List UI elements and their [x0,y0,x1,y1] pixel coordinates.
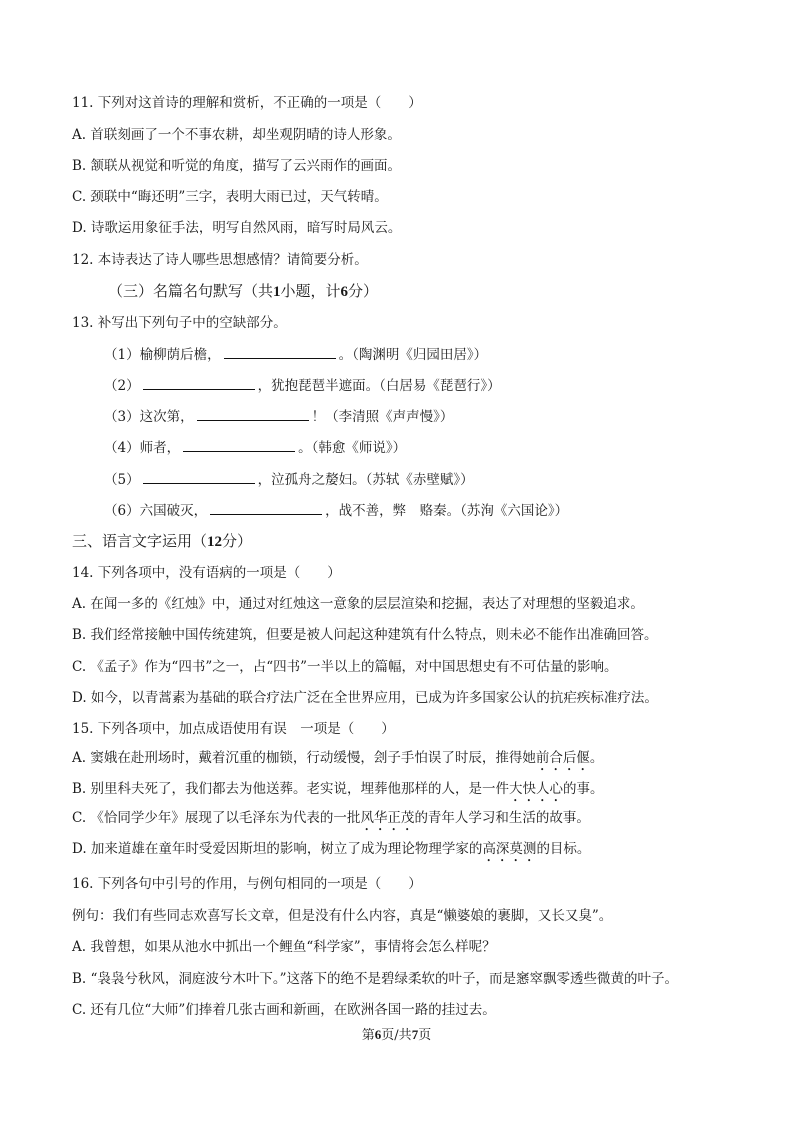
dotted-idiom: 风华正茂 [360,810,415,826]
text: B. 别里科夫死了，我们都去为他送葬。老实说，埋葬他那样的人，是一件 [72,781,510,797]
answer-blank[interactable] [210,501,322,515]
q14-option-c: C. 《孟子》作为“四书”之一，占“四书”一半以上的篇幅，对中国思想史有不可估量的影响。 [72,659,618,675]
q14-stem: 14. 下列各项中，没有语病的一项是（ ） [72,565,341,581]
item-prefix: （6）六国破灭， [104,503,208,519]
q13-stem: 13. 补写出下列句子中的空缺部分。 [72,315,287,331]
q13-item-5 [104,470,474,489]
q15-option-d [72,840,590,865]
item-prefix: （4）师者， [104,440,181,456]
total-pages: 7 [411,1027,419,1042]
q12-stem: 12. 本诗表达了诗人哪些思想感情？请简要分析。 [72,252,368,268]
q16-option-b: B. “袅袅兮秋风，洞庭波兮木叶下。”这落下的绝不是碧绿柔软的叶子，而是窸窣飘零透些微黄的叶子。 [72,971,679,987]
q13-item-3 [104,407,453,426]
text: 三、语言文字运用（ [72,532,208,550]
q15-stem: 15. 下列各项中，加点成语使用有误 一项是（ ） [72,721,395,737]
q16-stem: 16. 下列各句中引号的作用，与例句相同的一项是（ ） [72,876,422,892]
q13-item-6 [104,501,568,520]
q13-item-2 [104,376,501,395]
score: 12 [207,534,223,550]
item-suffix: ，泣孤舟之嫠妇。（苏轼《赤壁赋》） [257,472,474,488]
count: 1 [273,284,281,300]
text: 小题，计 [280,282,341,300]
q14-option-d: D. 如今，以青蒿素为基础的联合疗法广泛在全世界应用，已成为许多国家公认的抗疟疾标准疗法。 [72,690,658,706]
q14-option-b: B. 我们经常接触中国传统建筑，但要是被人问起这种建筑有什么特点，则未必不能作出准确回答。 [72,627,658,643]
section-3-subheading [108,282,378,301]
item-prefix: （5） [104,472,140,488]
q15-option-c [72,809,590,834]
text: 分） [348,282,379,300]
q16-example: 例句：我们有些同志欢喜写长文章，但是没有什么内容，真是“懒婆娘的裹脚，又长又臭”。 [72,908,613,924]
text: 第 [361,1028,375,1043]
item-prefix: （1）榆柳荫后檐， [104,347,221,363]
q11-stem: 11. 下列对这首诗的理解和赏析，不正确的一项是（ ） [72,95,422,111]
text: 的事。 [563,781,604,797]
text: 的青年人学习和生活的故事。 [414,810,590,826]
section-3-heading [72,532,252,551]
dotted-idiom: 前合后偃 [535,750,590,766]
text: A. 窦娥在赴刑场时，戴着沉重的枷锁，行动缓慢，刽子手怕误了时辰，推得她 [72,750,536,766]
q11-option-d: D. 诗歌运用象征手法，明写自然风雨，暗写时局风云。 [72,220,402,236]
dotted-idiom: 大快人心 [509,781,564,797]
answer-blank[interactable] [183,438,295,452]
item-suffix: 。（韩愈《师说》） [298,440,407,456]
page-footer [0,1024,793,1043]
text: （三）名篇名句默写（共 [108,282,274,300]
q11-option-b: B. 颔联从视觉和听觉的角度，描写了云兴雨作的画面。 [72,158,402,174]
text: 页/共 [381,1028,412,1043]
item-prefix: （2） [104,378,140,394]
item-suffix: ，战不善，弊 赂秦。（苏洵《六国论》） [325,503,569,519]
item-suffix: ，犹抱琵琶半遮面。（白居易《琵琶行》） [257,378,501,394]
text: C. 《恰同学少年》展现了以毛泽东为代表的一批 [72,810,361,826]
text: 页 [418,1028,432,1043]
dotted-idiom: 高深莫测 [482,841,537,857]
text: D. 加来道雄在童年时受爱因斯坦的影响，树立了成为理论物理学家的 [72,841,483,857]
text: 。 [589,750,604,766]
q13-item-1 [104,345,487,364]
text: 的目标。 [536,841,591,857]
text: 分） [222,532,253,550]
answer-blank[interactable] [197,407,309,421]
answer-blank[interactable] [143,470,255,484]
score: 6 [340,284,349,300]
q13-item-4 [104,438,406,457]
q11-option-c: C. 颈联中“晦还明”三字，表明大雨已过，天气转晴。 [72,189,388,205]
item-prefix: （3）这次第， [104,409,194,425]
item-suffix: ！（李清照《声声慢》） [311,409,454,425]
q11-option-a: A. 首联刻画了一个不事农耕，却坐观阴晴的诗人形象。 [72,127,401,143]
item-suffix: 。（陶渊明《归园田居》） [338,347,488,363]
page-number: 6 [374,1027,382,1042]
q16-option-a: A. 我曾想，如果从池水中抓出一个鲤鱼“科学家”，事情将会怎么样呢？ [72,939,496,955]
q14-option-a: A. 在闻一多的《红烛》中，通过对红烛这一意象的层层渲染和挖掘，表达了对理想的坚毅追求。 [72,596,644,612]
q15-option-b [72,780,604,805]
answer-blank[interactable] [143,376,255,390]
answer-blank[interactable] [224,345,336,359]
q16-option-c: C. 还有几位“大师”们捧着几张古画和新画，在欧洲各国一路的挂过去。 [72,1002,496,1018]
q15-option-a [72,749,603,774]
